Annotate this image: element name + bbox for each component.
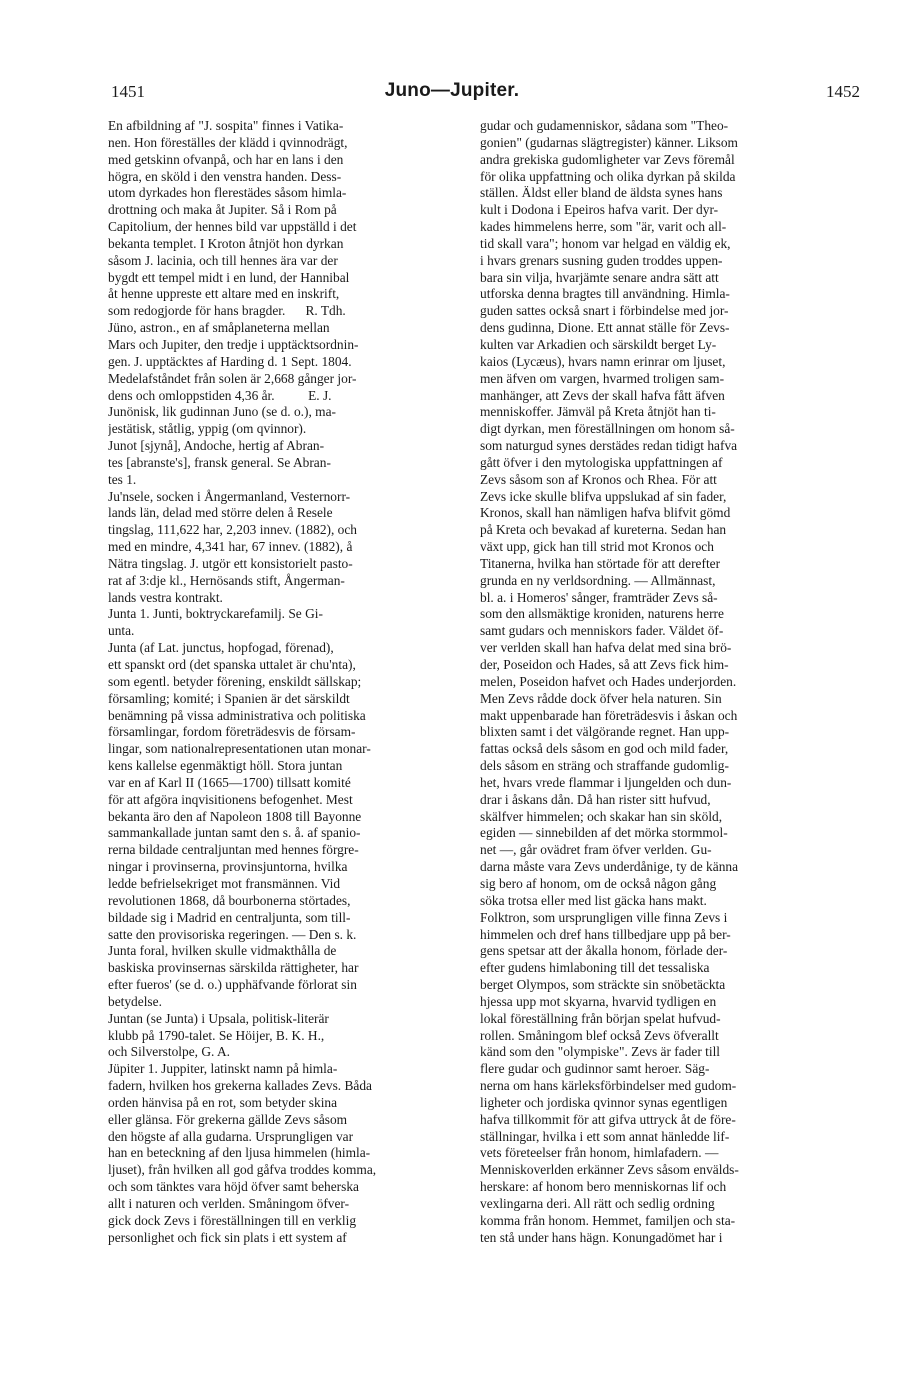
text-line: lingar, som nationalrepresentationen utan monar-	[108, 741, 371, 757]
text-line: manhänger, att Zevs der skall hafva fått äfven	[480, 387, 725, 403]
text-line: lands län, delad med större delen å Resele	[108, 505, 333, 521]
text-line: kulten var Arkadien och särskildt berget Ly-	[480, 336, 717, 352]
text-line: var en af Karl II (1665—1700) tillsatt komité	[108, 774, 351, 790]
text-line: jestätisk, ståtlig, yppig (om qvinnor).	[108, 421, 307, 437]
text-line: Zevs icke skulle blifva uppslukad af sin fader,	[480, 488, 727, 504]
text-line: unta.	[108, 623, 135, 639]
text-line: han en beteckning af den ljusa himmelen (himla-	[108, 1145, 371, 1161]
text-line: församlingar, fordom företrädesvis de försam-	[108, 724, 356, 740]
text-line: nerna om hans kärleksförbindelser med gudom-	[480, 1078, 737, 1094]
page-title: Juno—Jupiter.	[384, 80, 520, 101]
text-line: bekanta äro den af Napoleon 1808 till Bayonne	[108, 808, 362, 824]
text-line: fattas också dels såsom en god och mild fader,	[480, 741, 729, 757]
text-line: menniskoffer. Jämväl på Kreta åtnjöt han ti-	[480, 404, 716, 420]
text-line: berget Olympos, som sträckte sin snöbetäckta	[480, 977, 726, 993]
text-line: Kronos, skall han nämligen hafva blifvit gömd	[480, 505, 731, 521]
text-line: Men Zevs rådde dock öfver hela naturen. Sin	[480, 690, 722, 706]
text-line: betydelse.	[108, 993, 162, 1009]
text-line: net —, går ovädret fram öfver verlden. Gu-	[480, 842, 712, 858]
text-line: fadern, hvilken hos grekerna kallades Zevs. Båda	[108, 1078, 372, 1094]
text-line: grunda en ny verldsordning. — Allmännast,	[480, 572, 716, 588]
text-line: åt henne uppreste ett altare med en inskrift,	[108, 286, 340, 302]
text-line: makt uppenbarade han företrädesvis i åskan och	[480, 707, 738, 723]
text-line: den högste af alla gudarna. Ursprungligen var	[108, 1128, 354, 1144]
text-line: satte den provisoriska regeringen. — Den s. k.	[108, 926, 357, 942]
right-column	[480, 118, 840, 1247]
text-line: ver verlden skall han hafva delat med sina brö-	[480, 640, 732, 656]
text-line: kult i Dodona i Epeiros hafva varit. Der dyr-	[480, 202, 719, 218]
text-line: dens gudinna, Dione. Ett annat ställe för Zevs-	[480, 320, 730, 336]
text-line: ningar i provinserna, provinsjuntorna, hvilka	[108, 859, 348, 875]
text-line: dels såsom en sträng och straffande gudomlig-	[480, 758, 729, 774]
text-line: rollen. Småningom blef också Zevs öfverallt	[480, 1027, 719, 1043]
text-line: efter fueros' (se d. o.) upphäfvande förlorat sin	[108, 977, 357, 993]
text-line: och Silverstolpe, G. A.	[108, 1044, 230, 1060]
text-line: utforska denna bragtes till användning. Himla-	[480, 286, 730, 302]
text-line: sig bero af honom, om de också någon gång	[480, 875, 717, 891]
text-line: guden sattes också snart i förbindelse med jor-	[480, 303, 729, 319]
text-line: klubb på 1790-talet. Se Höijer, B. K. H.,	[108, 1027, 325, 1043]
text-line: kades himmelens herre, som "är, varit och all-	[480, 219, 727, 235]
text-line: rerna bildade centraljuntan med hennes förgre-	[108, 842, 359, 858]
text-line: tes [abranste's], fransk general. Se Abran-	[108, 454, 331, 470]
text-line: ljuset), från hvilken all god gåfva troddes komma,	[108, 1162, 377, 1178]
text-line: baskiska provinsernas särskilda rättigheter, har	[108, 960, 359, 976]
text-line: som egentl. betyder förening, enskildt sällskap;	[108, 673, 362, 689]
text-line: skälfver himmelen; och skakar han sin sköld,	[480, 808, 723, 824]
text-line: orden hänvisa på en rot, som betyder skina	[108, 1094, 338, 1110]
text-line: Medelafståndet från solen är 2,668 gånger jor-	[108, 370, 357, 386]
text-line: och som tänktes vara höjd öfver samt beherska	[108, 1179, 359, 1195]
text-line: bekanta templet. I Kroton åtnjöt hon dyrkan	[108, 235, 344, 251]
text-line: ställen. Äldst eller bland de äldsta synes hans	[480, 185, 723, 201]
text-line: för att afgöra inqvisitionens befogenhet. Mest	[108, 791, 353, 807]
text-line: Junot [sjynå], Andoche, hertig af Abran-	[108, 438, 325, 454]
text-line: eller glänsa. För grekerna gällde Zevs såsom	[108, 1111, 348, 1127]
text-line: kens kallelse egenmäktigt höll. Stora juntan	[108, 758, 343, 774]
text-line: församling; komité; i Spanien är det särskildt	[108, 690, 350, 706]
text-line: på Kreta och bevakad af kureterna. Sedan han	[480, 522, 727, 538]
text-line: tingslag, 111,622 har, 2,203 innev. (1882), och	[108, 522, 358, 538]
text-line: med getskinn ofvanpå, och har en lans i den	[108, 151, 344, 167]
text-line: men äfven om vargen, hvarmed troligen sam-	[480, 370, 725, 386]
text-line: gick dock Zevs i föreställningen till en verklig	[108, 1212, 357, 1228]
text-line: Folktron, som ursprungligen ville finna Zevs i	[480, 909, 728, 925]
text-line: Junönisk, lik gudinnan Juno (se d. o.), ma-	[108, 404, 336, 420]
text-line: drar i åskans dån. Då han rister sitt hufvud,	[480, 791, 711, 807]
text-line: Junta foral, hvilken skulle vidmakthålla de	[108, 943, 337, 959]
text-line: ledde befrielsekriget mot fransmännen. Vid	[108, 875, 341, 891]
text-line: kaios (Lycæus), hvars namn erinrar om ljuset,	[480, 353, 726, 369]
text-line: Titanerna, hvilka han störtade för att derefter	[480, 555, 721, 571]
text-line: benämning på vissa administrativa och politiska	[108, 707, 366, 723]
right-page-number: 1452	[826, 82, 860, 101]
text-line: darna måste vara Zevs underdånige, ty de känna	[480, 859, 739, 875]
text-line: vets företeelser från honom, himlafadern. —	[480, 1145, 719, 1161]
text-line: tid skall vara"; honom var helgad en väldig ek,	[480, 235, 731, 251]
text-line: allt i naturen och verlden. Småningom öfver-	[108, 1196, 350, 1211]
text-line: Juntan (se Junta) i Upsala, politisk-literär	[108, 1010, 329, 1026]
text-line: ett spanskt ord (det spanska uttalet är chu'nta),	[108, 657, 356, 672]
text-line: som den allsmäktige kroniden, naturens herre	[480, 606, 724, 622]
text-line: revolutionen 1868, då bourbonerna störtades,	[108, 892, 351, 908]
text-line: samt gudars och menniskors fader. Väldet öf-	[480, 623, 724, 639]
text-line: drottning och maka åt Jupiter. Så i Rom på	[108, 202, 337, 218]
left-page-number: 1451	[111, 82, 145, 101]
text-line: andra grekiska gudomligheter var Zevs föremål	[480, 151, 735, 167]
text-line: Ju'nsele, socken i Ångermanland, Vesternorr-	[108, 488, 351, 504]
text-line: Nätra tingslag. J. utgör ett konsistorielt pasto-	[108, 555, 353, 571]
text-line: gens spetsar att der åkalla honom, förlade der-	[480, 943, 728, 959]
text-line: lands vestra kontrakt.	[108, 589, 223, 605]
text-line: der, Poseidon och Hades, så att Zevs fick him-	[480, 657, 729, 672]
text-line: för olika uppfattning och olika dyrkan på skilda	[480, 168, 736, 184]
text-line: gått öfver i den mytologiska uppfattningen af	[480, 454, 723, 470]
left-column	[108, 118, 464, 1247]
text-line: efter gudens himlaboning till det tessaliska	[480, 960, 710, 976]
text-line: i hvars grenars susning guden troddes uppen-	[480, 252, 723, 268]
text-line: såsom J. lacinia, och till hennes ära var der	[108, 252, 338, 268]
text-line: med en mindre, 4,341 har, 67 innev. (1882), å	[108, 539, 353, 555]
text-line: En afbildning af "J. sospita" finnes i Vatika-	[108, 118, 344, 133]
text-line: blixten samt i det välgörande regnet. Han upp-	[480, 724, 730, 740]
text-line: Mars och Jupiter, den tredje i upptäcktsordnin-	[108, 336, 359, 352]
text-line: flere gudar och gudinnor samt heroer. Säg-	[480, 1061, 710, 1077]
text-line: dens och omloppstiden 4,36 år. E. J.	[108, 387, 332, 403]
text-line: utom dyrkades hon flerestädes såsom himla-	[108, 185, 347, 201]
text-line: rat af 3:dje kl., Hernösands stift, Ångerman-	[108, 572, 345, 588]
text-line: egiden — sinnebilden af det mörka stormmol-	[480, 825, 728, 841]
text-line: ställningar, hvilka i ett som annat hänledde lif-	[480, 1128, 730, 1144]
text-line: nen. Hon föreställes der klädd i qvinnodrägt,	[108, 134, 348, 150]
text-line: som redogjorde för hans bragder. R. Tdh.	[108, 303, 346, 319]
text-line: som naturgud synes derstädes redan tidigt hafva	[480, 438, 738, 454]
text-line: växt upp, gick han till strid mot Kronos och	[480, 539, 714, 555]
text-line: tes 1.	[108, 471, 137, 487]
text-line: Junta 1. Junti, boktryckarefamilj. Se Gi-	[108, 606, 323, 622]
text-line: hafva tillkommit för att gifva uttryck åt de före-	[480, 1111, 736, 1127]
text-line: gonien" (gudarnas slägtregister) känner. Liksom	[480, 134, 738, 150]
text-line: het, hvars vrede flammar i ljungelden och dun-	[480, 774, 732, 790]
text-line: Jüpiter 1. Juppiter, latinskt namn på himla-	[108, 1061, 338, 1077]
text-line: himmelen och dref hans tillbedjare upp på ber-	[480, 926, 731, 942]
text-line: personlighet och fick sin plats i ett system af	[108, 1229, 347, 1245]
text-line: vexlingarna deri. All rätt och sedlig ordning	[480, 1196, 715, 1211]
text-line: Junta (af Lat. junctus, hopfogad, förenad),	[108, 640, 334, 656]
text-line: gen. J. upptäcktes af Harding d. 1 Sept. 1804.	[108, 353, 352, 369]
text-line: sammankallade juntan samt den s. å. af spanio-	[108, 825, 361, 841]
text-line: bl. a. i Homeros' sånger, framträder Zevs så-	[480, 589, 718, 605]
text-line: gudar och gudamenniskor, sådana som "Theo-	[480, 118, 729, 133]
text-line: Capitolium, der hennes bild var uppställd i det	[108, 219, 357, 235]
text-line: hjessa upp mot skyarna, hvarvid tydligen en	[480, 993, 717, 1009]
text-line: komma från honom. Hemmet, familjen och sta-	[480, 1212, 736, 1228]
text-line: Zevs såsom son af Kronos och Rhea. För att	[480, 471, 717, 487]
text-line: herskare: af honom bero menniskornas lif och	[480, 1179, 727, 1195]
text-line: känd som den "olympiske". Zevs är fader till	[480, 1044, 721, 1060]
text-line: söka trotsa eller med list gäcka hans makt.	[480, 892, 707, 908]
text-line: digt dyrkan, men föreställningen om honom så-	[480, 421, 735, 437]
text-line: lokal föreställning från början spelat hufvud-	[480, 1010, 721, 1026]
text-line: ten stå under hans hägn. Konungadömet har i	[480, 1229, 723, 1245]
text-line: melen, Poseidon hafvet och Hades underjorden.	[480, 673, 737, 689]
text-line: Jüno, astron., en af småplaneterna mellan	[108, 320, 330, 336]
text-line: bygdt ett tempel midt i en lund, der Hannibal	[108, 269, 350, 285]
text-line: Menniskoverlden erkänner Zevs såsom envälds-	[480, 1162, 739, 1178]
text-line: ligheter och jordiska qvinnor synas egentligen	[480, 1094, 728, 1110]
text-line: högra, en sköld i den venstra handen. Dess-	[108, 168, 342, 184]
text-line: bara sin vilja, hvarjämte senare andra sätt att	[480, 269, 719, 285]
text-line: bildade sig i Madrid en centraljunta, som till-	[108, 909, 351, 925]
